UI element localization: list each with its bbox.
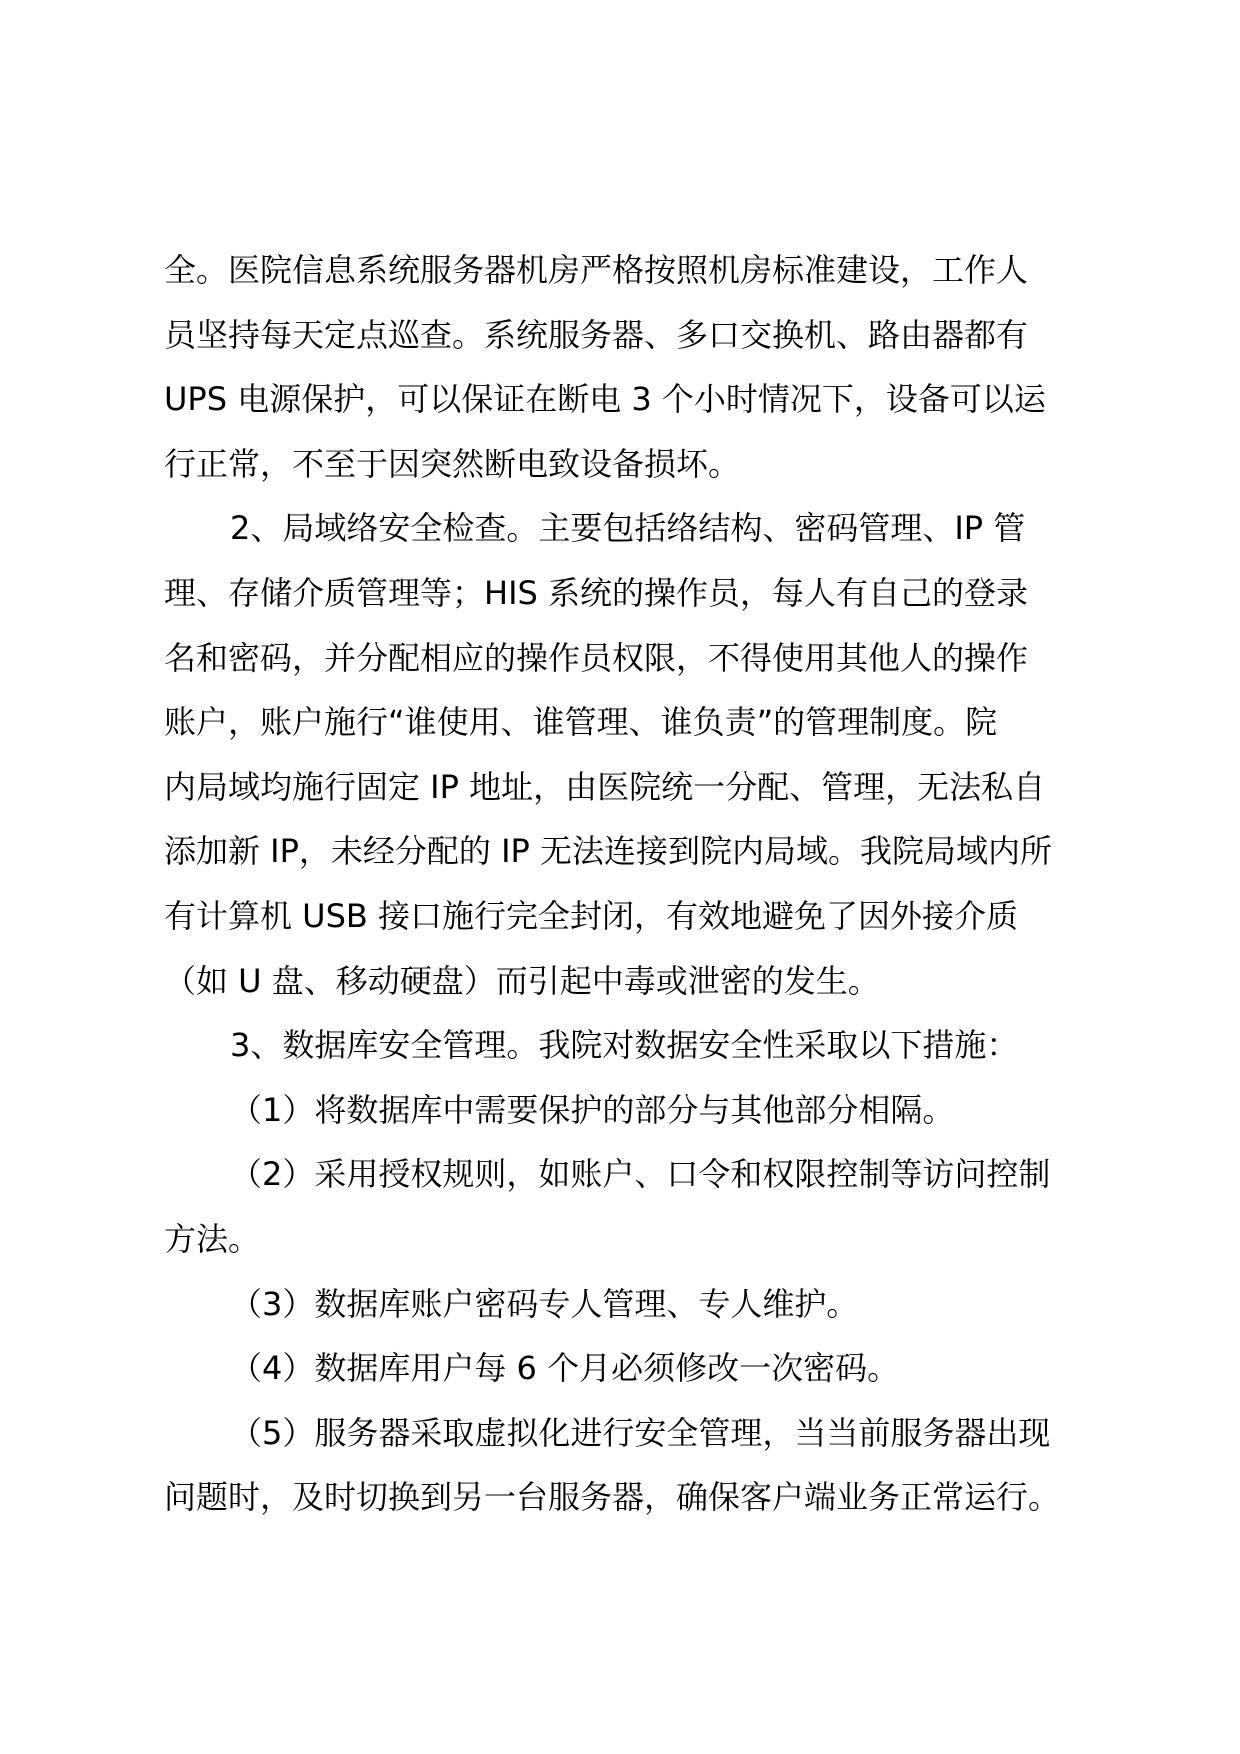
text-line: 全。医院信息系统服务器机房严格按照机房标准建设，工作人	[164, 251, 1029, 289]
text-line: 账户，账户施行“谁使用、谁管理、谁负责”的管理制度。院	[164, 703, 998, 742]
text-line: 2、局域络安全检查。主要包括络结构、密码管理、IP 管	[230, 509, 1026, 548]
text-line: 方法。	[164, 1219, 261, 1258]
text-line: 内局域均施行固定 IP 地址，由医院统一分配、管理，无法私自	[164, 767, 1046, 806]
text-line: 有计算机 USB 接口施行完全封闭，有效地避免了因外接介质	[164, 896, 1019, 935]
text-line: （4）数据库用户每 6 个月必须修改一次密码。	[230, 1349, 900, 1388]
body-text	[164, 238, 1084, 1530]
text-line: 添加新 IP，未经分配的 IP 无法连接到院内局域。我院局域内所	[164, 832, 1052, 871]
text-line: 行正常，不至于因突然断电致设备损坏。	[164, 444, 741, 483]
text-line: 问题时，及时切换到另一台服务器，确保客户端业务正常运行。	[164, 1478, 1061, 1517]
text-line: （5）服务器采取虚拟化进行安全管理，当当前服务器出现	[230, 1413, 1051, 1452]
text-line: 3、数据库安全管理。我院对数据安全性采取以下措施：	[230, 1026, 1019, 1065]
text-line: 员坚持每天定点巡查。系统服务器、多口交换机、路由器都有	[164, 315, 1029, 354]
text-line: （3）数据库账户密码专人管理、专人维护。	[230, 1284, 859, 1323]
text-line: UPS 电源保护，可以保证在断电 3 个小时情况下，设备可以运	[164, 380, 1046, 419]
text-line: 名和密码，并分配相应的操作员权限，不得使用其他人的操作	[164, 638, 1029, 677]
text-line: （1）将数据库中需要保护的部分与其他部分相隔。	[230, 1090, 955, 1129]
text-line: （2）采用授权规则，如账户、口令和权限控制等访问控制	[230, 1155, 1051, 1194]
text-line: 理、存储介质管理等；HIS 系统的操作员，每人有自己的登录	[164, 573, 1028, 612]
text-line: （如 U 盘、移动硬盘）而引起中毒或泄密的发生。	[164, 961, 880, 1000]
